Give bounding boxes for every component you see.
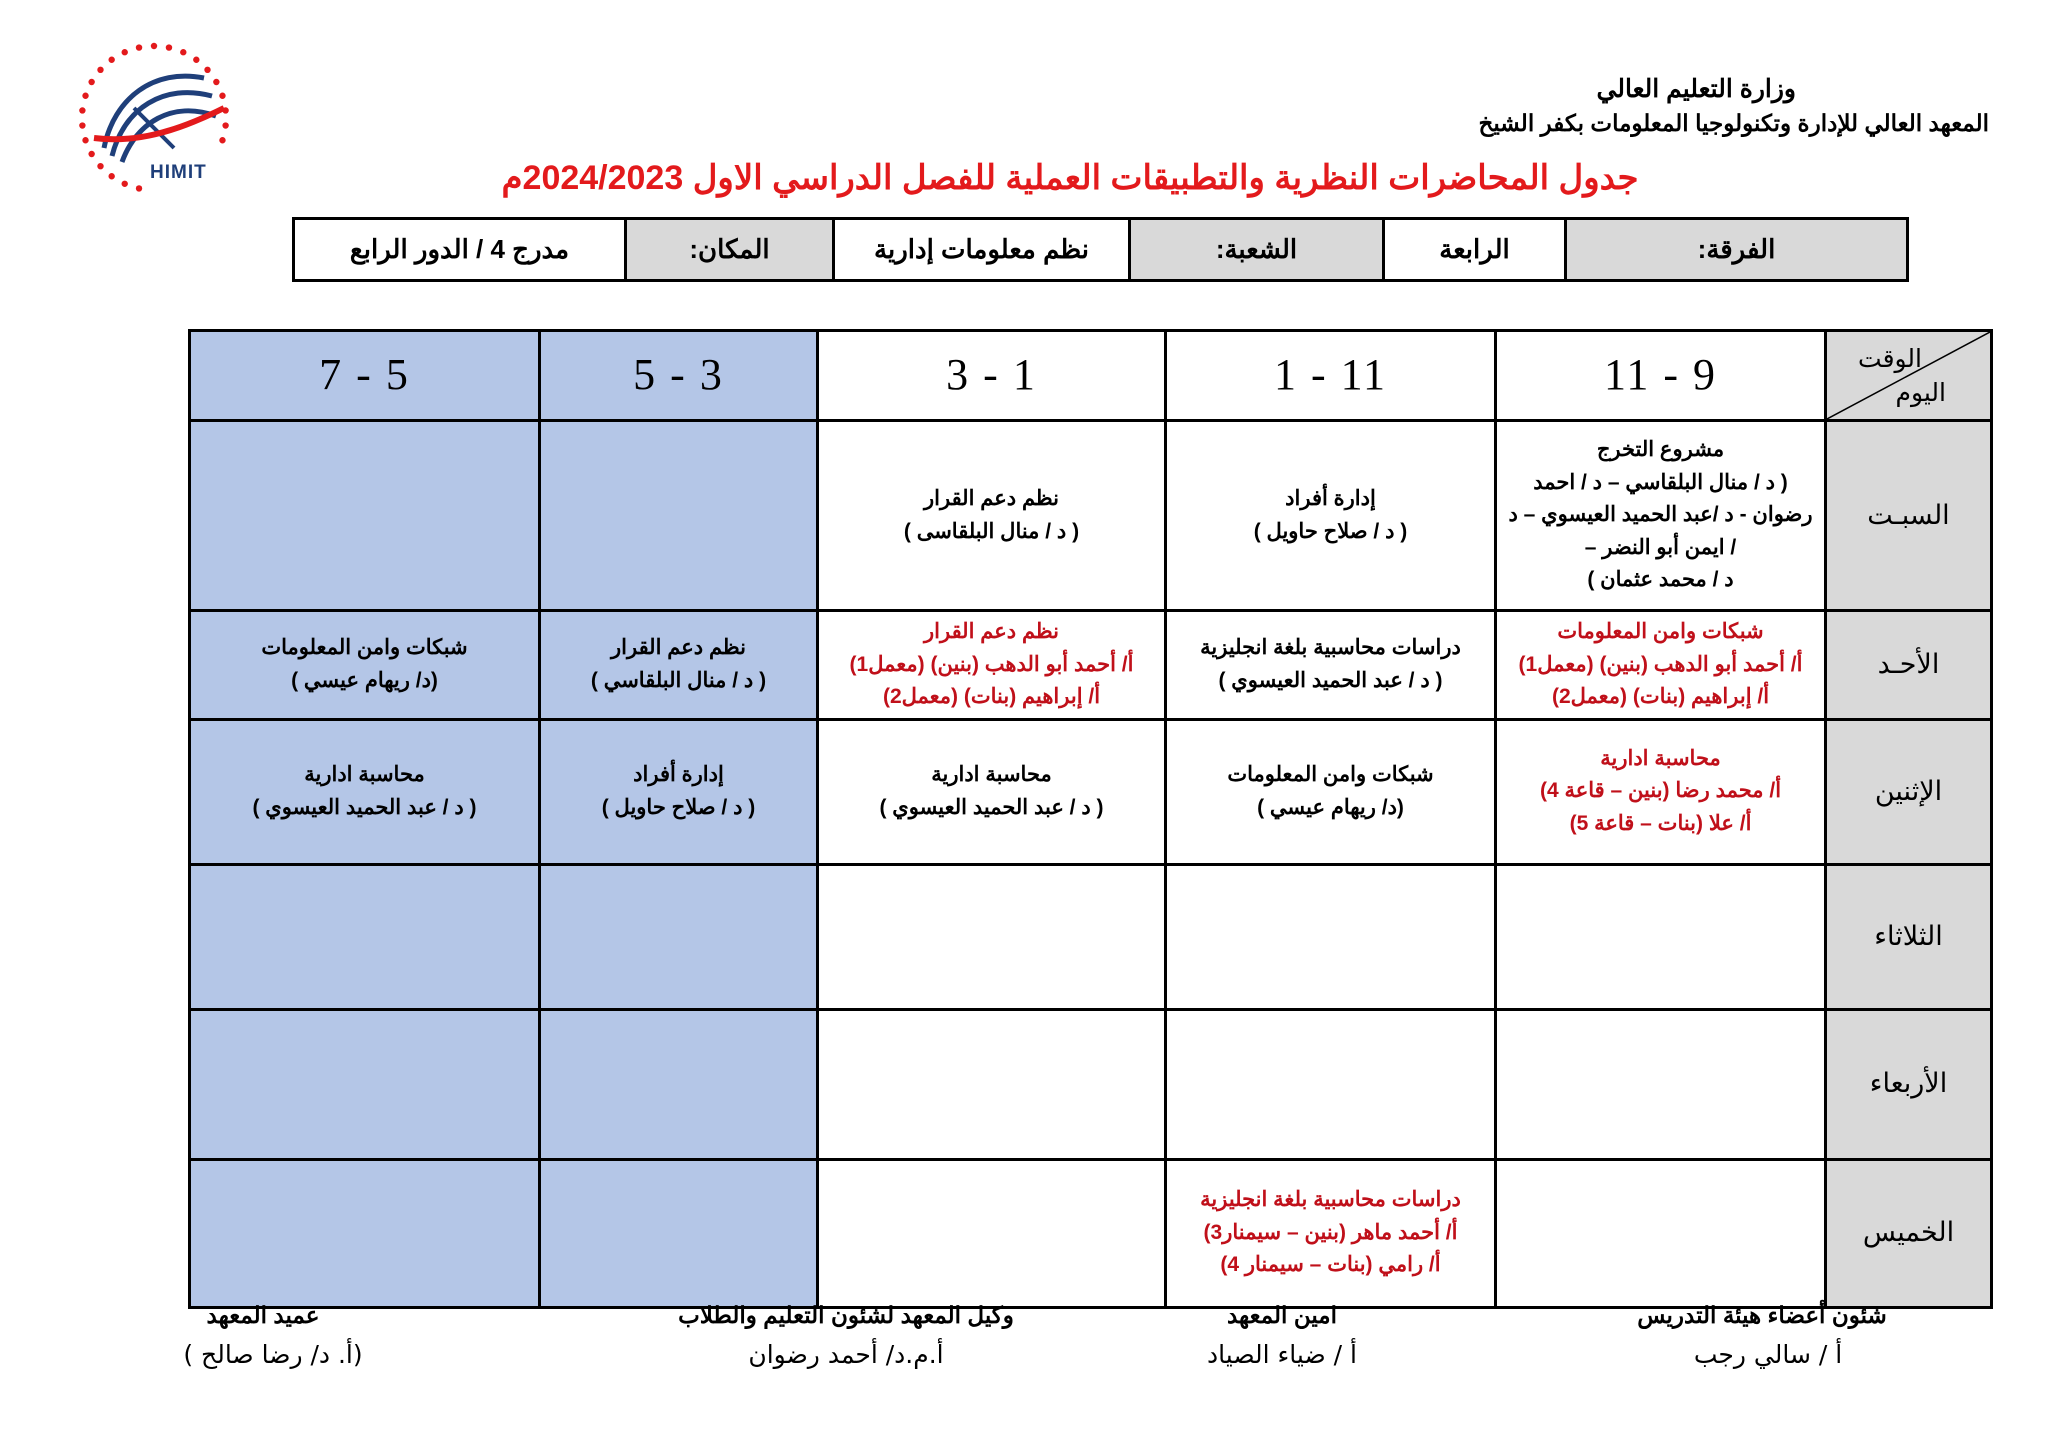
logo-star — [136, 185, 142, 191]
place-label: المكان: — [626, 219, 834, 281]
schedule-cell — [818, 1009, 1166, 1159]
instructor-line: (د/ ريهام عيسي ) — [1257, 795, 1404, 819]
time-slot-header: 9 - 11 — [1496, 331, 1826, 421]
corner-day-label: اليوم — [1895, 379, 1946, 408]
course-name: شبكات وامن المعلومات — [261, 636, 468, 660]
schedule-cell — [540, 1159, 818, 1307]
logo-star — [204, 67, 210, 73]
instructor-line: ( د / صلاح حاويل ) — [1253, 519, 1408, 543]
time-slot-header: 5 - 7 — [190, 331, 540, 421]
schedule-cell — [818, 864, 1166, 1009]
schedule-cell — [1166, 864, 1496, 1009]
course-name: محاسبة ادارية — [1600, 746, 1721, 770]
logo-star — [79, 107, 85, 113]
instructor-line: ( د / عبد الحميد العيسوي ) — [252, 795, 477, 819]
logo-star — [122, 49, 128, 55]
schedule-header-row — [190, 331, 1992, 421]
instructor-line: أ/ علا (بنات – قاعة 5) — [1569, 811, 1752, 835]
day-label: الخميس — [1826, 1159, 1992, 1307]
logo-star — [193, 57, 199, 63]
day-label: السبـت — [1826, 421, 1992, 611]
schedule-cell — [190, 421, 540, 611]
course-name: إدارة أفراد — [1285, 486, 1376, 510]
instructor-line: ( د / منال البلقاسي – د / احمد — [1533, 470, 1788, 494]
logo-star — [97, 163, 103, 169]
course-name: محاسبة ادارية — [931, 763, 1052, 787]
vice-dean-name: أ.م.د/ أحمد رضوان — [748, 1340, 944, 1369]
instructor-line: أ/ محمد رضا (بنين – قاعة 4) — [1539, 779, 1782, 803]
schedule-cell — [818, 611, 1166, 720]
place-value: مدرج 4 / الدور الرابع — [294, 219, 626, 281]
logo-star — [166, 44, 172, 50]
logo-star — [136, 44, 142, 50]
logo-star — [222, 122, 228, 128]
course-name: نظم دعم القرار — [924, 486, 1059, 510]
faculty-affairs-role: شئون أعضاء هيئة التدريس — [1637, 1302, 1887, 1328]
schedule-cell — [190, 719, 540, 864]
schedule-cell — [1496, 611, 1826, 720]
page-title: جدول المحاضرات النظرية والتطبيقات العملية للفصل الدراسي الاول 2024/2023م — [501, 159, 1639, 197]
schedule-cell — [190, 1159, 540, 1307]
schedule-cell — [1496, 864, 1826, 1009]
institute-name: المعهد العالي للإدارة وتكنولوجيا المعلومات بكفر الشيخ — [1478, 110, 1989, 136]
day-label: الأربعاء — [1826, 1009, 1992, 1159]
corner-time-label: الوقت — [1858, 345, 1922, 373]
schedule-cell — [818, 421, 1166, 611]
schedule-row — [190, 1009, 1992, 1159]
schedule-cell — [818, 719, 1166, 864]
instructor-line: أ/ أحمد أبو الدهب (بنين) (معمل1) — [849, 652, 1134, 676]
dean-role: عميد المعهد — [206, 1302, 320, 1328]
schedule-row — [190, 421, 1992, 611]
logo-star — [180, 49, 186, 55]
time-slot-header: 1 - 3 — [818, 331, 1166, 421]
time-slot-header: 11 - 1 — [1166, 331, 1496, 421]
schedule-cell — [540, 864, 818, 1009]
level-value: الرابعة — [1384, 219, 1566, 281]
logo-star — [108, 173, 114, 179]
instructor-line: ( د / منال البلقاسى ) — [903, 519, 1080, 543]
instructor-line: أ/ رامي (بنات – سيمنار 4) — [1220, 1253, 1441, 1277]
schedule-row — [190, 864, 1992, 1009]
schedule-cell — [1166, 719, 1496, 864]
level-label: الفرقة: — [1566, 219, 1908, 281]
division-label: الشعبة: — [1130, 219, 1384, 281]
course-name: شبكات وامن المعلومات — [1227, 763, 1434, 787]
course-name: مشروع التخرج — [1596, 438, 1725, 462]
instructor-line: أ/ إبراهيم (بنات) (معمل2) — [1551, 685, 1770, 709]
schedule-cell — [190, 864, 540, 1009]
instructor-line: (د/ ريهام عيسي ) — [291, 668, 438, 692]
course-name: نظم دعم القرار — [611, 636, 746, 660]
schedule-row — [190, 611, 1992, 720]
logo-star — [213, 79, 219, 85]
schedule-table — [188, 329, 1993, 1309]
logo-star — [97, 67, 103, 73]
instructor-line: ( د / عبد الحميد العيسوي ) — [879, 795, 1104, 819]
instructor-line: رضوان - د /عبد الحميد العيسوي – د — [1508, 503, 1813, 527]
course-name: دراسات محاسبية بلغة انجليزية — [1200, 1188, 1461, 1212]
instructor-line: د / محمد عثمان ) — [1587, 568, 1734, 592]
dean-name: (أ. د/ رضا صالح ) — [183, 1340, 363, 1369]
schedule-cell — [1166, 611, 1496, 720]
schedule-cell — [540, 611, 818, 720]
course-name: نظم دعم القرار — [924, 620, 1059, 643]
instructor-line: / ايمن أبو النضر – — [1584, 535, 1737, 559]
logo-star — [79, 122, 85, 128]
schedule-cell — [818, 1159, 1166, 1307]
time-slot-header: 3 - 5 — [540, 331, 818, 421]
schedule-cell — [1166, 421, 1496, 611]
day-label: الإثنين — [1826, 719, 1992, 864]
schedule-cell — [540, 1009, 818, 1159]
corner-cell — [1826, 331, 1992, 421]
info-table — [292, 217, 1909, 282]
instructor-line: أ/ إبراهيم (بنات) (معمل2) — [882, 685, 1101, 709]
logo-star — [219, 137, 225, 143]
day-label: الثلاثاء — [1826, 864, 1992, 1009]
secretary-name: أ / ضياء الصياد — [1207, 1340, 1357, 1369]
instructor-line: ( د / منال البلقاسي ) — [590, 668, 767, 692]
schedule-cell — [190, 611, 540, 720]
instructor-line: ( د / عبد الحميد العيسوي ) — [1218, 668, 1443, 692]
instructor-line: ( د / صلاح حاويل ) — [601, 795, 756, 819]
schedule-row — [190, 719, 1992, 864]
course-name: شبكات وامن المعلومات — [1557, 620, 1764, 643]
logo-star — [88, 79, 94, 85]
schedule-cell — [540, 719, 818, 864]
schedule-cell — [1496, 421, 1826, 611]
schedule-cell — [1166, 1009, 1496, 1159]
schedule-row — [190, 1159, 1992, 1307]
schedule-cell — [190, 1009, 540, 1159]
logo-star — [151, 43, 157, 49]
logo-star — [82, 137, 88, 143]
logo-text: HIMIT — [150, 162, 207, 183]
instructor-line: أ/ أحمد ماهر (بنين – سيمنار3) — [1203, 1220, 1458, 1244]
logo-star — [219, 93, 225, 99]
logo-star — [122, 181, 128, 187]
instructor-line: أ/ أحمد أبو الدهب (بنين) (معمل1) — [1518, 652, 1803, 676]
logo-star — [88, 151, 94, 157]
secretary-role: امين المعهد — [1226, 1302, 1337, 1328]
logo-star — [108, 57, 114, 63]
course-name: دراسات محاسبية بلغة انجليزية — [1200, 636, 1461, 660]
day-label: الأحـد — [1826, 611, 1992, 720]
course-name: إدارة أفراد — [633, 763, 724, 787]
schedule-cell — [540, 421, 818, 611]
ministry-name: وزارة التعليم العالي — [1596, 75, 1796, 103]
division-value: نظم معلومات إدارية — [834, 219, 1130, 281]
vice-dean-role: وكيل المعهد لشئون التعليم والطلاب — [678, 1302, 1014, 1328]
schedule-cell — [1166, 1159, 1496, 1307]
schedule-cell — [1496, 1009, 1826, 1159]
schedule-cell — [1496, 1159, 1826, 1307]
faculty-affairs-name: أ / سالي رجب — [1693, 1340, 1843, 1369]
schedule-cell — [1496, 719, 1826, 864]
logo-star — [82, 93, 88, 99]
course-name: محاسبة ادارية — [304, 763, 425, 787]
